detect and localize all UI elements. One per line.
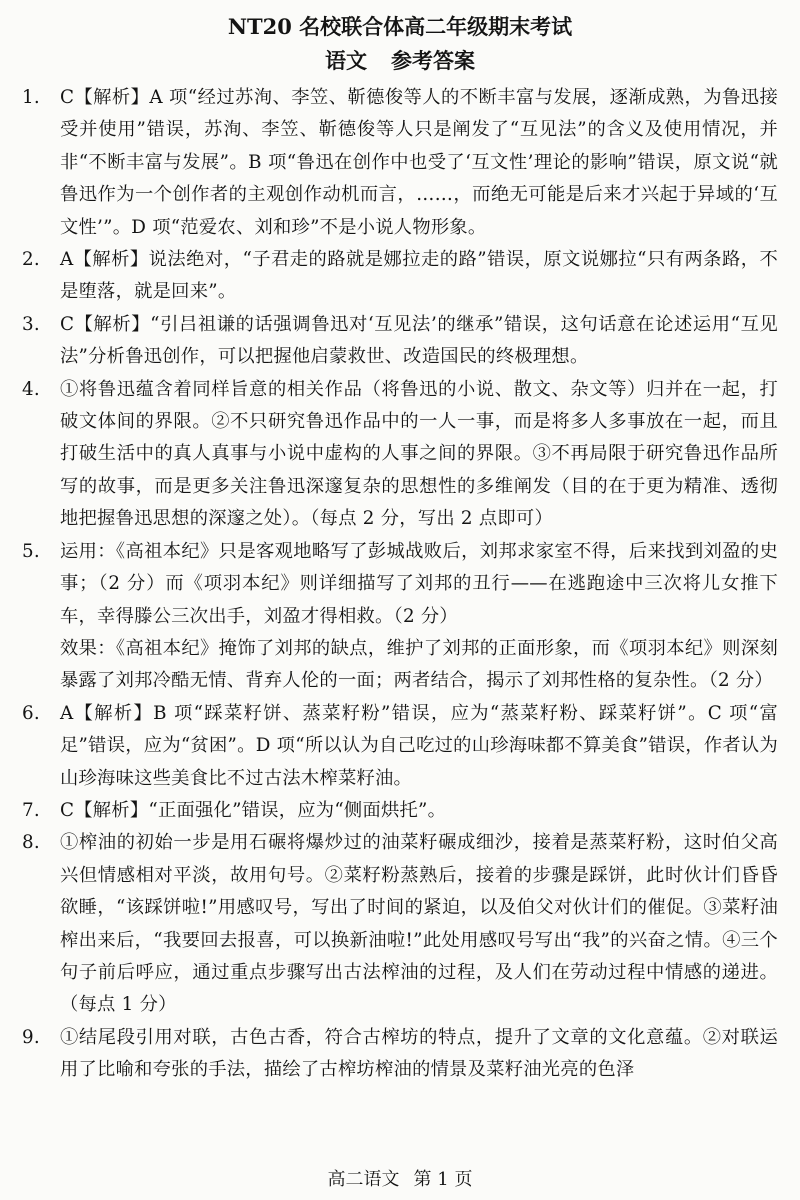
answer-list bbox=[22, 82, 778, 1087]
answer-paragraph: ①结尾段引用对联，古色古香，符合古榨坊的特点，提升了文章的文化意蕴。②对联运用了比喻和夸张的手法，描绘了古榨坊榨油的情景及菜籽油光亮的色泽 bbox=[60, 1026, 778, 1081]
answer-item bbox=[22, 536, 778, 698]
question-number: 6. bbox=[22, 702, 40, 724]
answer-paragraph: 运用：《高祖本纪》只是客观地略写了彭城战败后，刘邦求家室不得，后来找到刘盈的史事；（2 分）而《项羽本纪》则详细描写了刘邦的丑行——在逃跑途中三次将儿女推下车，幸得滕公三次出手，刘盈才得相救。（2 分） bbox=[60, 540, 778, 627]
answer-item bbox=[22, 244, 778, 309]
subject-label: 语文 bbox=[325, 48, 367, 73]
footer-subject: 高二语文 bbox=[327, 1169, 400, 1190]
answer-text bbox=[60, 82, 778, 244]
answer-item bbox=[22, 1022, 778, 1087]
exam-title: NT20 名校联合体高二年级期末考试 bbox=[227, 14, 573, 39]
exam-subtitle bbox=[22, 44, 778, 78]
answer-paragraph: C【解析】A 项“经过苏洵、李笠、靳德俊等人的不断丰富与发展，逐渐成熟，为鲁迅接受并使用”错误，苏洵、李笠、靳德俊等人只是阐发了“互见法”的含义及使用情况，并非“不断丰富与发展”。B 项“鲁迅在创作中也受了‘互文性’理论的影响”错误，原文说“就鲁迅作为一个创作者的主观创作动机而言，……，而绝无可能是后来才兴起于异域的‘互文性’”。D 项“范爱农、刘和珍”不是小说人物形象。 bbox=[60, 87, 778, 238]
answer-text bbox=[60, 827, 778, 1021]
question-number: 4. bbox=[22, 378, 40, 400]
answer-text bbox=[60, 795, 778, 827]
question-number: 7. bbox=[22, 799, 40, 821]
answer-item bbox=[22, 82, 778, 244]
answer-paragraph: C【解析】“正面强化”错误，应为“侧面烘托”。 bbox=[60, 799, 447, 821]
answer-paragraph: A【解析】B 项“踩菜籽饼、蒸菜籽粉”错误，应为“蒸菜籽粉、踩菜籽饼”。C 项“富足”错误，应为“贫困”。D 项“所以认为自己吃过的山珍海味都不算美食”错误，作者认为山珍海味这些美食比不过古法木榨菜籽油。 bbox=[60, 702, 778, 789]
page-number: 第 1 页 bbox=[413, 1169, 473, 1190]
question-number: 2. bbox=[22, 249, 40, 271]
answer-item bbox=[22, 827, 778, 1021]
question-number: 9. bbox=[22, 1026, 40, 1048]
answer-item bbox=[22, 374, 778, 536]
answer-text bbox=[60, 1022, 778, 1087]
answer-paragraph: ①榨油的初始一步是用石碾将爆炒过的油菜籽碾成细沙，接着是蒸菜籽粉，这时伯父高兴但情感相对平淡，故用句号。②菜籽粉蒸熟后，接着的步骤是踩饼，此时伙计们昏昏欲睡，“该踩饼啦!”用感叹号，写出了时间的紧迫，以及伯父对伙计们的催促。③菜籽油榨出来后，“我要回去报喜，可以换新油啦!”此处用感叹号写出“我”的兴奋之情。④三个句子前后呼应，通过重点步骤写出古法榨油的过程，及人们在劳动过程中情感的递进。（每点 1 分） bbox=[60, 832, 778, 1016]
answer-paragraph: C【解析】“引吕祖谦的话强调鲁迅对‘互见法’的继承”错误，这句话意在论述运用“互见法”分析鲁迅创作，可以把握他启蒙救世、改造国民的终极理想。 bbox=[60, 313, 778, 368]
question-number: 3. bbox=[22, 313, 40, 335]
question-number: 8. bbox=[22, 832, 40, 854]
answer-text bbox=[60, 244, 778, 309]
answer-item bbox=[22, 698, 778, 795]
answer-item bbox=[22, 795, 778, 827]
answer-paragraph: A【解析】说法绝对，“子君走的路就是娜拉走的路”错误，原文说娜拉“只有两条路，不是堕落，就是回来”。 bbox=[60, 249, 778, 303]
answer-text bbox=[60, 309, 778, 374]
answer-paragraph: ①将鲁迅蕴含着同样旨意的相关作品（将鲁迅的小说、散文、杂文等）归并在一起，打破文体间的界限。②不只研究鲁迅作品中的一人一事，而是将多人多事放在一起，而且打破生活中的真人真事与小说中虚构的人事之间的界限。③不再局限于研究鲁迅作品所写的故事，而是更多关注鲁迅深邃复杂的思想性的多维阐发（目的在于更为精准、透彻地把握鲁迅思想的深邃之处）。（每点 2 分，写出 2 点即可） bbox=[60, 378, 778, 530]
answer-text bbox=[60, 536, 778, 698]
answer-paragraph: 效果：《高祖本纪》掩饰了刘邦的缺点，维护了刘邦的正面形象，而《项羽本纪》则深刻暴露了刘邦冷酷无情、背弃人伦的一面；两者结合，揭示了刘邦性格的复杂性。（2 分） bbox=[60, 637, 778, 692]
answer-item bbox=[22, 309, 778, 374]
page-footer bbox=[0, 1168, 800, 1192]
question-number: 5. bbox=[22, 540, 40, 562]
question-number: 1. bbox=[22, 87, 40, 108]
answer-text bbox=[60, 374, 778, 536]
answer-key-label: 参考答案 bbox=[391, 48, 475, 73]
answer-text bbox=[60, 698, 778, 795]
